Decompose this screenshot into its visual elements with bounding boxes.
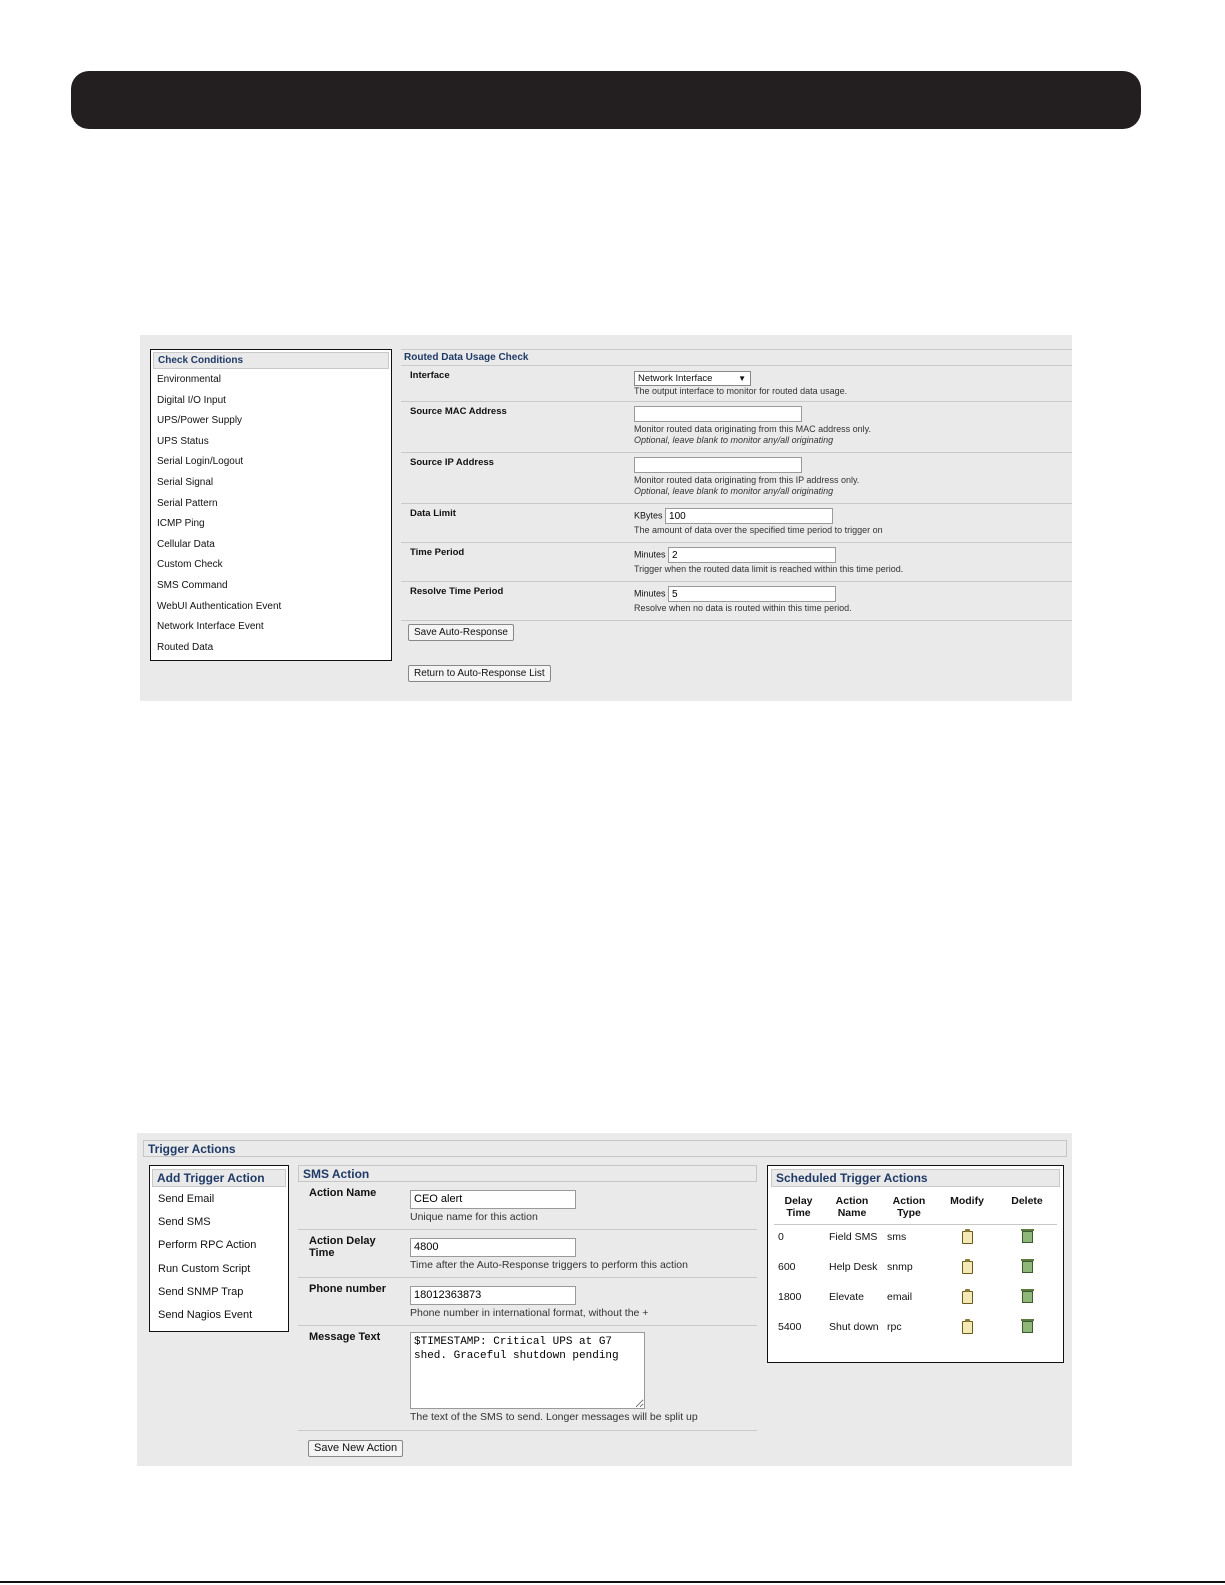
add-action-snmp-trap[interactable]: Send SNMP Trap — [158, 1285, 244, 1298]
return-to-list-button[interactable]: Return to Auto-Response List — [408, 665, 551, 682]
row-type: sms — [887, 1231, 907, 1243]
sms-action-title: SMS Action — [298, 1165, 757, 1182]
routed-data-panel — [401, 349, 1072, 621]
check-condition-environmental[interactable]: Environmental — [157, 374, 221, 385]
check-condition-icmp-ping[interactable]: ICMP Ping — [157, 518, 205, 530]
time-period-label: Time Period — [410, 547, 465, 558]
add-action-custom-script[interactable]: Run Custom Script — [158, 1262, 251, 1275]
time-period-help: Trigger when the routed data limit is reached within this time period. — [634, 564, 904, 574]
check-condition-serial-login[interactable]: Serial Login/Logout — [157, 456, 244, 468]
delay-time-help: Time after the Auto-Response triggers to perform this action — [410, 1258, 688, 1271]
interface-select[interactable] — [634, 371, 751, 386]
check-condition-serial-pattern[interactable]: Serial Pattern — [157, 497, 218, 509]
resolve-time-input[interactable] — [668, 586, 836, 602]
row-delay: 1800 — [778, 1290, 802, 1303]
data-limit-unit: KBytes — [634, 510, 663, 521]
data-limit-row — [401, 504, 1072, 543]
row-name: Field SMS — [829, 1231, 878, 1243]
row-delay: 5400 — [778, 1320, 802, 1333]
clipboard-icon[interactable] — [962, 1291, 973, 1304]
interface-label: Interface — [410, 370, 450, 381]
action-name-row — [298, 1182, 757, 1230]
phone-row — [298, 1278, 757, 1326]
time-period-row — [401, 543, 1072, 582]
row-delay: 0 — [778, 1231, 784, 1243]
save-auto-response-button[interactable]: Save Auto-Response — [408, 624, 514, 641]
trash-icon[interactable] — [1022, 1291, 1033, 1303]
message-row — [298, 1326, 757, 1431]
scheduled-trigger-actions-title: Scheduled Trigger Actions — [771, 1169, 1060, 1187]
row-type: email — [887, 1290, 913, 1303]
trash-icon[interactable] — [1022, 1261, 1033, 1273]
scheduled-actions-table — [774, 1192, 1057, 1345]
row-type: rpc — [887, 1320, 902, 1333]
row-name: Elevate — [829, 1290, 865, 1303]
data-limit-label: Data Limit — [410, 508, 456, 519]
resolve-time-unit: Minutes — [634, 588, 666, 599]
check-conditions-title: Check Conditions — [153, 352, 389, 369]
source-mac-label: Source MAC Address — [410, 406, 507, 417]
check-condition-serial-signal[interactable]: Serial Signal — [157, 476, 214, 488]
phone-input[interactable] — [410, 1286, 576, 1305]
check-condition-network-interface[interactable]: Network Interface Event — [157, 621, 264, 633]
trigger-actions-title: Trigger Actions — [143, 1140, 1067, 1157]
interface-row — [401, 366, 1072, 402]
row-delay: 600 — [778, 1260, 796, 1273]
action-name-input[interactable] — [410, 1190, 576, 1209]
add-trigger-action-panel — [149, 1165, 289, 1332]
trash-icon[interactable] — [1022, 1321, 1033, 1333]
message-label: Message Text — [309, 1331, 381, 1343]
row-name: Help Desk — [829, 1260, 878, 1273]
add-trigger-action-title: Add Trigger Action — [152, 1169, 286, 1187]
check-condition-webui-auth[interactable]: WebUI Authentication Event — [157, 600, 282, 612]
check-condition-sms-command[interactable]: SMS Command — [157, 579, 228, 591]
trash-icon[interactable] — [1022, 1231, 1033, 1243]
trigger-actions-screenshot — [137, 1133, 1072, 1466]
clipboard-icon[interactable] — [962, 1231, 973, 1244]
table-row — [774, 1285, 1057, 1315]
source-ip-input[interactable] — [634, 457, 802, 473]
delay-time-label: Action Delay Time — [309, 1235, 376, 1259]
source-mac-row — [401, 402, 1072, 453]
save-new-action-button[interactable]: Save New Action — [308, 1440, 403, 1457]
source-mac-help: Monitor routed data originating from this MAC address only. — [634, 424, 871, 434]
row-type: snmp — [887, 1260, 913, 1273]
interface-help: The output interface to monitor for routed data usage. — [634, 386, 848, 396]
check-condition-digital-io[interactable]: Digital I/O Input — [157, 394, 226, 406]
data-limit-input[interactable] — [665, 508, 833, 524]
scheduled-trigger-actions-panel — [767, 1165, 1064, 1363]
phone-help: Phone number in international format, without the + — [410, 1306, 649, 1319]
column-delete: Delete — [997, 1192, 1057, 1225]
add-action-nagios-event[interactable]: Send Nagios Event — [158, 1308, 253, 1321]
table-row — [774, 1255, 1057, 1285]
time-period-unit: Minutes — [634, 549, 666, 560]
check-condition-ups-power[interactable]: UPS/Power Supply — [157, 415, 243, 427]
routed-data-title: Routed Data Usage Check — [401, 349, 1072, 366]
phone-label: Phone number — [309, 1283, 387, 1295]
data-limit-help: The amount of data over the specified time period to trigger on — [634, 525, 883, 535]
add-action-rpc[interactable]: Perform RPC Action — [158, 1239, 257, 1252]
time-period-input[interactable] — [668, 547, 836, 563]
message-textarea[interactable] — [410, 1332, 645, 1409]
routed-data-screenshot — [140, 335, 1072, 701]
check-condition-routed-data[interactable]: Routed Data — [157, 641, 214, 653]
action-name-help: Unique name for this action — [410, 1210, 538, 1223]
message-help: The text of the SMS to send. Longer messages will be split up — [410, 1411, 698, 1423]
row-name: Shut down — [829, 1320, 879, 1333]
check-condition-ups-status[interactable]: UPS Status — [157, 435, 209, 447]
interface-select-value: Network Interface — [638, 373, 713, 384]
source-ip-help-optional: Optional, leave blank to monitor any/all originating — [634, 486, 834, 496]
page-header-bar — [71, 71, 1141, 129]
add-action-send-email[interactable]: Send Email — [158, 1193, 215, 1205]
column-modify: Modify — [937, 1192, 997, 1225]
resolve-time-label: Resolve Time Period — [410, 586, 504, 597]
table-row — [774, 1315, 1057, 1345]
sms-action-panel — [298, 1165, 757, 1431]
table-row — [774, 1225, 1057, 1255]
column-action-name: Action Name — [823, 1192, 881, 1225]
clipboard-icon[interactable] — [962, 1321, 973, 1334]
chevron-down-icon: ▼ — [738, 374, 746, 383]
delay-time-input[interactable] — [410, 1238, 576, 1257]
page-footer-rule — [0, 1581, 1225, 1583]
clipboard-icon[interactable] — [962, 1261, 973, 1274]
add-action-send-sms[interactable]: Send SMS — [158, 1216, 211, 1229]
check-conditions-panel — [150, 349, 392, 661]
source-mac-input[interactable] — [634, 406, 802, 422]
source-ip-row — [401, 453, 1072, 504]
source-ip-label: Source IP Address — [410, 457, 494, 468]
resolve-time-row — [401, 582, 1072, 621]
check-condition-custom-check[interactable]: Custom Check — [157, 559, 223, 571]
check-condition-cellular-data[interactable]: Cellular Data — [157, 538, 215, 550]
source-mac-help-optional: Optional, leave blank to monitor any/all originating — [634, 435, 834, 445]
source-ip-help: Monitor routed data originating from this IP address only. — [634, 475, 860, 485]
column-delay-time: Delay Time — [774, 1192, 823, 1225]
delay-time-row — [298, 1230, 757, 1278]
action-name-label: Action Name — [309, 1187, 377, 1199]
resolve-time-help: Resolve when no data is routed within this time period. — [634, 603, 852, 613]
column-action-type: Action Type — [881, 1192, 937, 1225]
